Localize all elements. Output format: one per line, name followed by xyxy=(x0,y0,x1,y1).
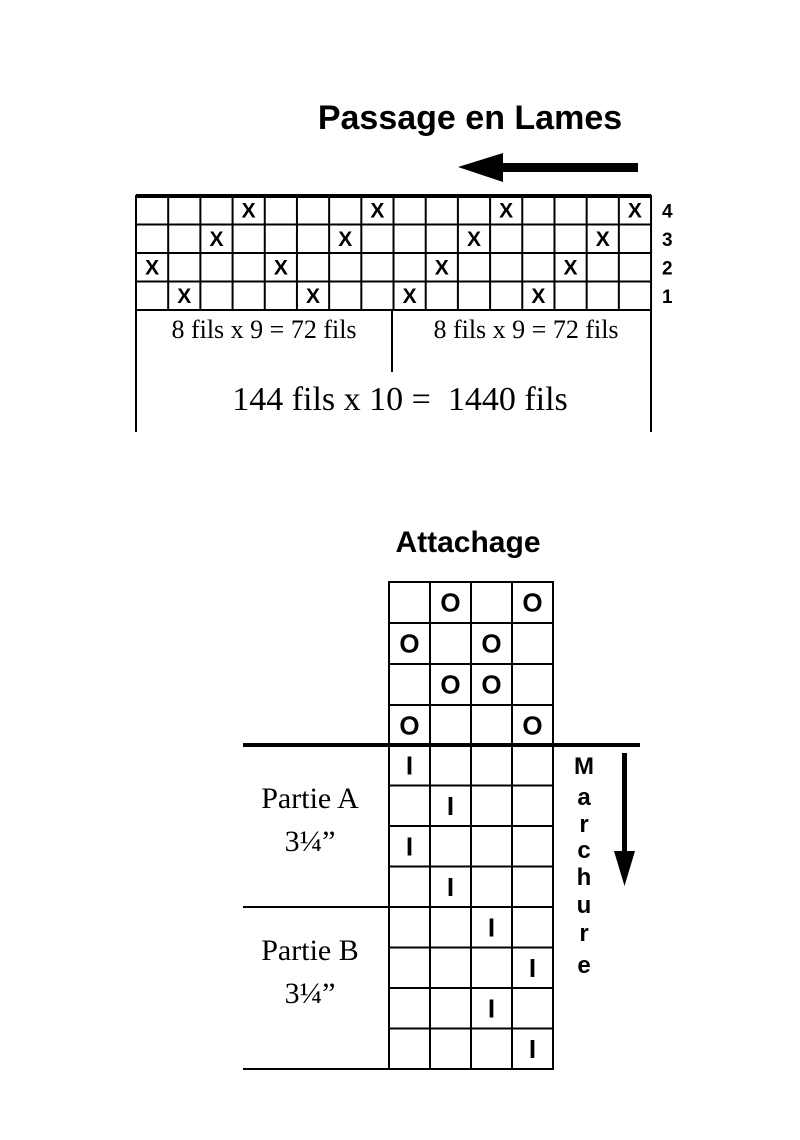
marchure-letter: r xyxy=(579,920,589,947)
direction-arrow-left-icon xyxy=(458,153,638,182)
marchure-letter: a xyxy=(577,784,591,811)
threading-mark: X xyxy=(209,227,224,251)
threading-mark: X xyxy=(241,199,256,223)
group-right-label: 8 fils x 9 = 72 fils xyxy=(433,315,619,344)
threading-mark: X xyxy=(434,256,449,280)
threading-mark: X xyxy=(273,256,288,280)
threading-grid xyxy=(136,196,651,310)
marchure-letter: r xyxy=(579,811,589,838)
tieup-mark: O xyxy=(481,628,502,659)
threading-mark: X xyxy=(531,284,546,308)
treadling-mark: I xyxy=(446,790,455,821)
part-b-measure: 3¼” xyxy=(284,977,336,1010)
shaft-labels xyxy=(662,201,673,308)
threading-mark: X xyxy=(627,199,642,223)
treadling-mark: I xyxy=(528,952,537,983)
part-b-name: Partie B xyxy=(261,934,359,967)
part-a-name: Partie A xyxy=(261,782,359,815)
shaft-label: 1 xyxy=(662,286,673,308)
treadling-arrow-down-icon xyxy=(614,753,635,886)
marchure-letter: M xyxy=(574,753,594,780)
threading-title: Passage en Lames xyxy=(317,99,623,137)
marchure-letter: h xyxy=(576,864,592,891)
marchure-letter: u xyxy=(576,892,592,919)
total-threads-label: 144 fils x 10 = 1440 fils xyxy=(232,381,568,418)
threading-mark: X xyxy=(177,284,192,308)
treadling-mark: I xyxy=(528,1033,537,1064)
part-a-measure: 3¼” xyxy=(284,825,336,858)
threading-mark: X xyxy=(338,227,353,251)
shaft-label: 3 xyxy=(662,229,673,251)
marchure-vertical-label xyxy=(574,753,594,979)
tieup-title: Attachage xyxy=(395,526,541,559)
threading-mark: X xyxy=(145,256,160,280)
tieup-mark: O xyxy=(440,669,461,700)
tieup-mark: O xyxy=(522,587,543,618)
shaft-label: 2 xyxy=(662,258,673,280)
treadling-mark: I xyxy=(405,750,414,781)
threading-mark: X xyxy=(402,284,417,308)
treadling-mark: I xyxy=(446,871,455,902)
tieup-mark: O xyxy=(399,710,420,741)
tieup-mark: O xyxy=(481,669,502,700)
group-left-label: 8 fils x 9 = 72 fils xyxy=(171,315,357,344)
marchure-letter: e xyxy=(577,952,591,979)
tieup-mark: O xyxy=(522,710,543,741)
threading-mark: X xyxy=(595,227,610,251)
marchure-letter: c xyxy=(577,837,591,864)
treadling-mark: I xyxy=(487,912,496,943)
threading-mark: X xyxy=(563,256,578,280)
treadling-grid xyxy=(389,745,553,1069)
treadling-mark: I xyxy=(487,993,496,1024)
threading-mark: X xyxy=(306,284,321,308)
threading-mark: X xyxy=(370,199,385,223)
tieup-mark: O xyxy=(399,628,420,659)
threading-mark: X xyxy=(466,227,482,251)
shaft-label: 4 xyxy=(662,201,673,223)
tieup-mark: O xyxy=(440,587,461,618)
treadling-mark: I xyxy=(405,831,414,862)
threading-mark: X xyxy=(499,199,514,223)
